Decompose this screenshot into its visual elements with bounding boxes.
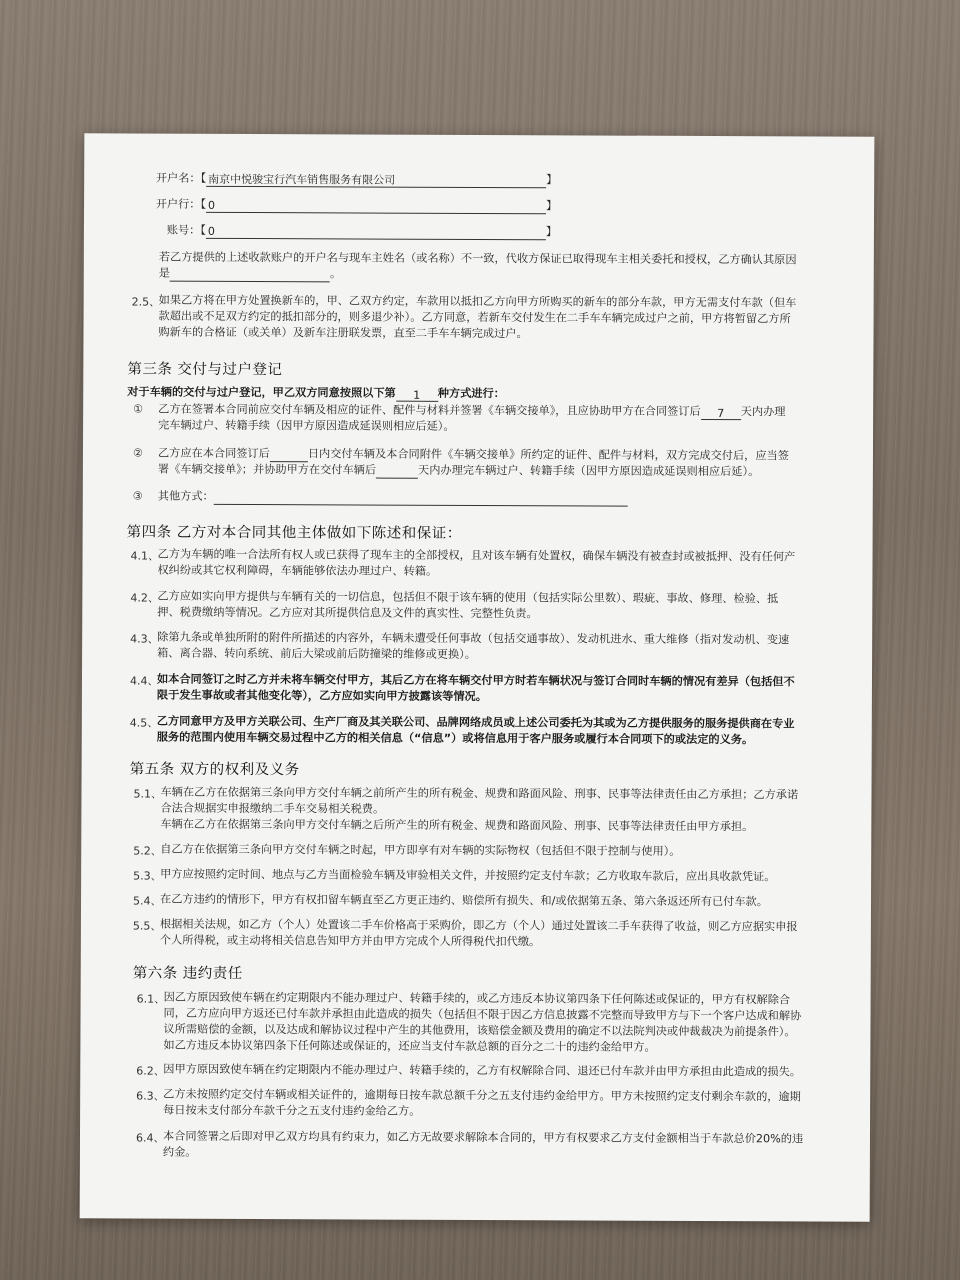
account-number-row: [134, 222, 557, 240]
article-3-title: 第三条 交付与过户登记: [127, 361, 283, 379]
account-number-value: 0: [206, 224, 546, 240]
clause-number: 5.3、: [133, 869, 162, 883]
bracket-close: 】: [546, 173, 558, 187]
option-2-days-blank: [270, 448, 308, 462]
contract-page: [80, 133, 875, 1221]
clause-number: 6.4、: [135, 1131, 165, 1145]
clause-number: 5.1、: [133, 787, 163, 801]
clause-4-1: 乙方为车辆的唯一合法所有权人或已获得了现车主的全部授权，且对该车辆有处置权，确保车辆没有被查封或被抵押、没有任何产 权纠纷或其它权利障碍，车辆能够依法办理过户、转籍。: [157, 547, 796, 578]
clause-4-4: 如本合同签订之时乙方并未将车辆交付甲方，其后乙方在将车辆交付甲方时若车辆状况与签订合同时车辆的情况有差异（包括但不 限于发生事故或者其他变化等），乙方应如实向甲方披露该等情况。: [156, 672, 795, 704]
clause-5-2: 自乙方在依据第三条向甲方交付车辆之时起，甲方即享有对车辆的实际物权（包括但不限于控制与使用）。: [160, 842, 681, 858]
clause-6-3: 乙方未按照约定交付车辆或相关证件的，逾期每日按车款总额千分之五支付违约金给甲方。甲方未按照约定支付剩余车款的，逾期 每日按未支付部分车款千分之五支付违约金给乙方。: [163, 1087, 801, 1118]
clause-4-2: 乙方应如实向甲方提供与车辆有关的一切信息，包括但不限于该车辆的使用（包括实际公里数）、瑕疵、事故、修理、检验、抵 押、税费缴纳等情况。乙方应对其所提供信息及文件的真实性、完整性负责。: [157, 589, 779, 621]
clause-6-4: 本合同签署之后即对甲乙双方均具有约束力，如乙方无故要求解除本合同的，甲方有权要求乙方支付金额相当于车款总价20%的违 约金。: [162, 1129, 804, 1159]
clause-number: 5.2、: [133, 844, 162, 858]
clause-4-5: 乙方同意甲方及甲方关联公司、生产厂商及其关联公司、品牌网络成员或上述公司委托为其或为乙方提供服务的服务提供商在专业 服务的范围内使用车辆交易过程中乙方的相关信息（“信息”）或将信息用于客户服务或履行本合同项下的或法定的义务。: [156, 714, 795, 747]
clause-number: 6.1、: [136, 992, 166, 1006]
option-3: 其他方式：: [158, 489, 628, 507]
option-3-mark: ③: [132, 489, 143, 503]
clause-number: 5.5、: [132, 919, 162, 933]
clause-5-5: 根据相关法规，如乙方（个人）处置该二手车价格高于采购价，即乙方（个人）通过处置该二手车获得了收益，则乙方应据实申报 个人所得税，或主动将相关信息告知甲方并由甲方完成个人所得税代扣代缴。: [159, 917, 798, 949]
option-1-days: 7: [701, 406, 741, 420]
option-2-transfer-blank: [376, 465, 418, 479]
article-6-title: 第六条 违约责任: [132, 965, 243, 982]
clause-number: 4.1、: [130, 549, 160, 563]
clause-number: 4.5、: [129, 716, 159, 730]
clause-5-3: 甲方应按照约定时间、地点与乙方当面检验车辆及审验相关文件，并按照约定支付车款；乙方收取车款后，应出具收款凭证。: [160, 867, 776, 884]
clause-number: 2.5、: [131, 295, 161, 309]
clause-2-5: 如果乙方将在甲方处置换新车的，甲、乙双方约定，车款用以抵扣乙方向甲方所购买的新车的部分车款，甲方无需支付车款（但车 款超出或不足双方约定的抵扣部分的，则多退少补）。乙方同意，若新车交付发生在二手车车辆完成过户之前，甲方将暂留乙方所 购新车的合格证（或关单）及新车注册联发票，直至二手车车辆完成过户。: [158, 293, 797, 341]
option-1-mark: ①: [133, 402, 144, 416]
account-note-line: 是 。: [158, 266, 342, 281]
account-name-value: 南京中悦骏宝行汽车销售服务有限公司: [206, 172, 546, 188]
option-1: 乙方在签署本合同前应交付车辆及相应的证件、配件与材料并签署《车辆交接单》，且应协助甲方在合同签订后 7 天内办理 完车辆过户、转籍手续（因甲方原因造成延误则相应后延）。: [158, 402, 786, 433]
bracket-close: 】: [545, 225, 558, 239]
account-name-label: 开户名：【: [155, 171, 207, 185]
clause-4-3: 除第九条或单独所附的附件所描述的内容外，车辆未遭受任何事故（包括交通事故）、发动机进水、重大维修（指对发动机、变速 箱、离合器、转向系统、前后大梁或前后防撞梁的维修或更换）。: [157, 630, 790, 661]
option-2: 乙方应在本合同签订后 日内交付车辆及本合同附件《车辆交接单》所约定的证件、配件与材料，双方完成交付后，应当签 署《车辆交接单》；并协助甲方在交付车辆后 天内办理完车辆过户、转籍手续（因甲方原因造成延误则相应后延）。: [157, 446, 789, 479]
account-number-label: 账号：【: [166, 223, 206, 237]
account-note-line: 若乙方提供的上述收款账户的开户名与现车主姓名（或名称）不一致，代收方保证已取得现车主相关委托和授权，乙方确认其原因: [158, 250, 797, 267]
account-name-row: [134, 170, 557, 188]
other-method-blank: [214, 491, 628, 507]
article-5-title: 第五条 双方的权利及义务: [129, 761, 300, 779]
clause-number: 4.2、: [130, 591, 159, 605]
article-4-title: 第四条 乙方对本合同其他主体做如下陈述和保证：: [126, 524, 462, 542]
clause-number: 6.2、: [136, 1064, 165, 1078]
option-2-mark: ②: [132, 446, 143, 460]
clause-number: 5.4、: [132, 894, 162, 908]
reason-blank: [170, 268, 330, 283]
clause-number: 6.3、: [136, 1089, 165, 1103]
account-bank-label: 开户行：【: [155, 197, 207, 211]
article-3-intro: 对于车辆的交付与过户登记，甲乙双方同意按照以下第 1 种方式进行：: [127, 385, 505, 402]
clause-5-4: 在乙方违约的情形下，甲方有权扣留车辆直至乙方更正违约、赔偿所有损失、和/或依据第五条、第六条返还所有已付车款。: [160, 892, 768, 909]
account-note: [159, 250, 859, 285]
clause-6-2: 因甲方原因致使车辆在约定期限内不能办理过户、转籍手续的，乙方有权解除合同、退还已付车款并由甲方承担由此造成的损失。: [163, 1062, 802, 1079]
bracket-close: 】: [546, 199, 558, 213]
account-bank-value: 0: [206, 198, 546, 214]
method-choice: 1: [396, 388, 438, 402]
clause-number: 4.4、: [129, 674, 159, 688]
clause-number: 4.3、: [130, 632, 159, 646]
account-bank-row: [134, 196, 557, 214]
clause-6-1: 因乙方原因致使车辆在约定期限内不能办理过户、转籍手续的，或乙方违反本协议第四条下任何陈述或保证的，甲方有权解除合 同，乙方应向甲方返还已付车款并承担由此造成的损失（包括但不限于因乙方信息披露不完整而导致甲方与下一个客户达成和解协 议所需赔偿的金额，以及达成和解协议过程中产生的其他费用，该赔偿金额及费用的确定不以法院判决或仲裁裁决为前提条件）。 如乙方违反本协议第四条下任何陈述或保证的，还应当支付车款总额的百分之二十的违约金给甲方。: [163, 990, 802, 1054]
clause-5-1: 车辆在乙方在依据第三条向甲方交付车辆之前所产生的所有税金、规费和路面风险、刑事、民事等法律责任由乙方承担；乙方承诺 合法合规据实申报缴纳二手车交易相关税费。 车辆在乙方在依据第三条向甲方交付车辆之后所产生的所有税金、规费和路面风险、刑事、民事等法律责任由甲方承担。: [160, 785, 799, 834]
